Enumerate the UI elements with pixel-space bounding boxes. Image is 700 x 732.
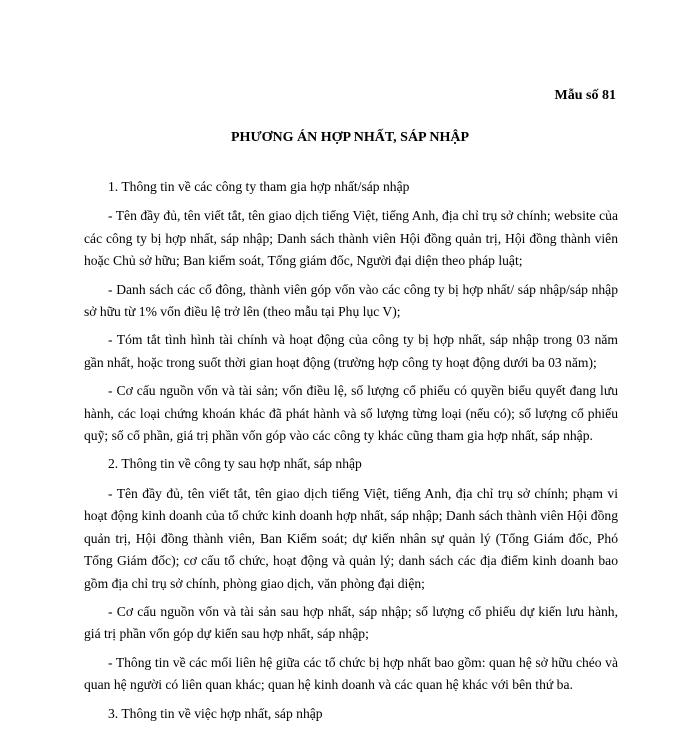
section-2-item-2: - Cơ cấu nguồn vốn và tài sản sau hợp nhất, sáp nhập; số lượng cổ phiếu dự kiến lưu hành, giá trị phần vốn góp dự kiến sau hợp nhất, sáp nhập; (84, 603, 618, 642)
section-1-item-1: - Tên đầy đủ, tên viết tắt, tên giao dịch tiếng Việt, tiếng Anh, địa chỉ trụ sở chính; website của các công ty bị hợp nhất, sáp nhập; Danh sách thành viên Hội đồng quản trị, Hội đồng thành viên hoặc Chủ sở hữu; Ban kiểm soát, Tổng giám đốc, Người đại diện theo pháp luật; (84, 208, 618, 269)
section-2-heading: 2. Thông tin về công ty sau hợp nhất, sáp nhập (108, 456, 362, 472)
section-1-item-3: - Tóm tắt tình hình tài chính và hoạt động của công ty bị hợp nhất, sáp nhập trong 03 năm gần nhất, hoặc trong suốt thời gian hoạt động (trường hợp công ty hoạt động dưới ba 03 năm); (84, 332, 618, 370)
section-1-item-2: - Danh sách các cổ đông, thành viên góp vốn vào các công ty bị hợp nhất/ sáp nhập/sáp nhập sở hữu từ 1% vốn điều lệ trở lên (theo mẫu tại Phụ lục V); (84, 281, 618, 320)
section-3-heading: 3. Thông tin về việc hợp nhất, sáp nhập (108, 705, 323, 721)
document-body (84, 176, 618, 732)
section-2-item-1: - Tên đầy đủ, tên viết tắt, tên giao dịch tiếng Việt, tiếng Anh, địa chỉ trụ sở chính; phạm vi hoạt động kinh doanh của tổ chức kinh doanh hợp nhất, sáp nhập; Danh sách thành viên Hội đồng quản trị, Hội đồng thành viên, Ban Kiểm soát; dự kiến nhân sự quản lý (Tổng Giám đốc, Phó Tổng Giám đốc); cơ cấu tổ chức, hoạt động và quản lý; danh sách các địa điểm kinh doanh bao gồm địa chỉ trụ sở chính, phòng giao dịch, văn phòng đại diện; (84, 485, 618, 591)
document-title: PHƯƠNG ÁN HỢP NHẤT, SÁP NHẬP (231, 130, 469, 145)
form-number: Mẫu số 81 (554, 88, 616, 103)
section-2-item-3: - Thông tin về các mối liên hệ giữa các tổ chức bị hợp nhất bao gồm: quan hệ sở hữu chéo và quan hệ người có liên quan khác; quan hệ kinh doanh và các quan hệ khác với bên thứ ba. (84, 654, 618, 693)
section-1-item-4: - Cơ cấu nguồn vốn và tài sản; vốn điều lệ, số lượng cổ phiếu có quyền biểu quyết đang lưu hành, các loại chứng khoán khác đã phát hành và số lượng từng loại (nếu có); số lượng cổ phiếu quỹ; số cổ phần, giá trị phần vốn góp vào các công ty khác cũng tham gia hợp nhất, sáp nhập. (84, 383, 618, 444)
section-1-heading: 1. Thông tin về các công ty tham gia hợp nhất/sáp nhập (108, 179, 410, 194)
